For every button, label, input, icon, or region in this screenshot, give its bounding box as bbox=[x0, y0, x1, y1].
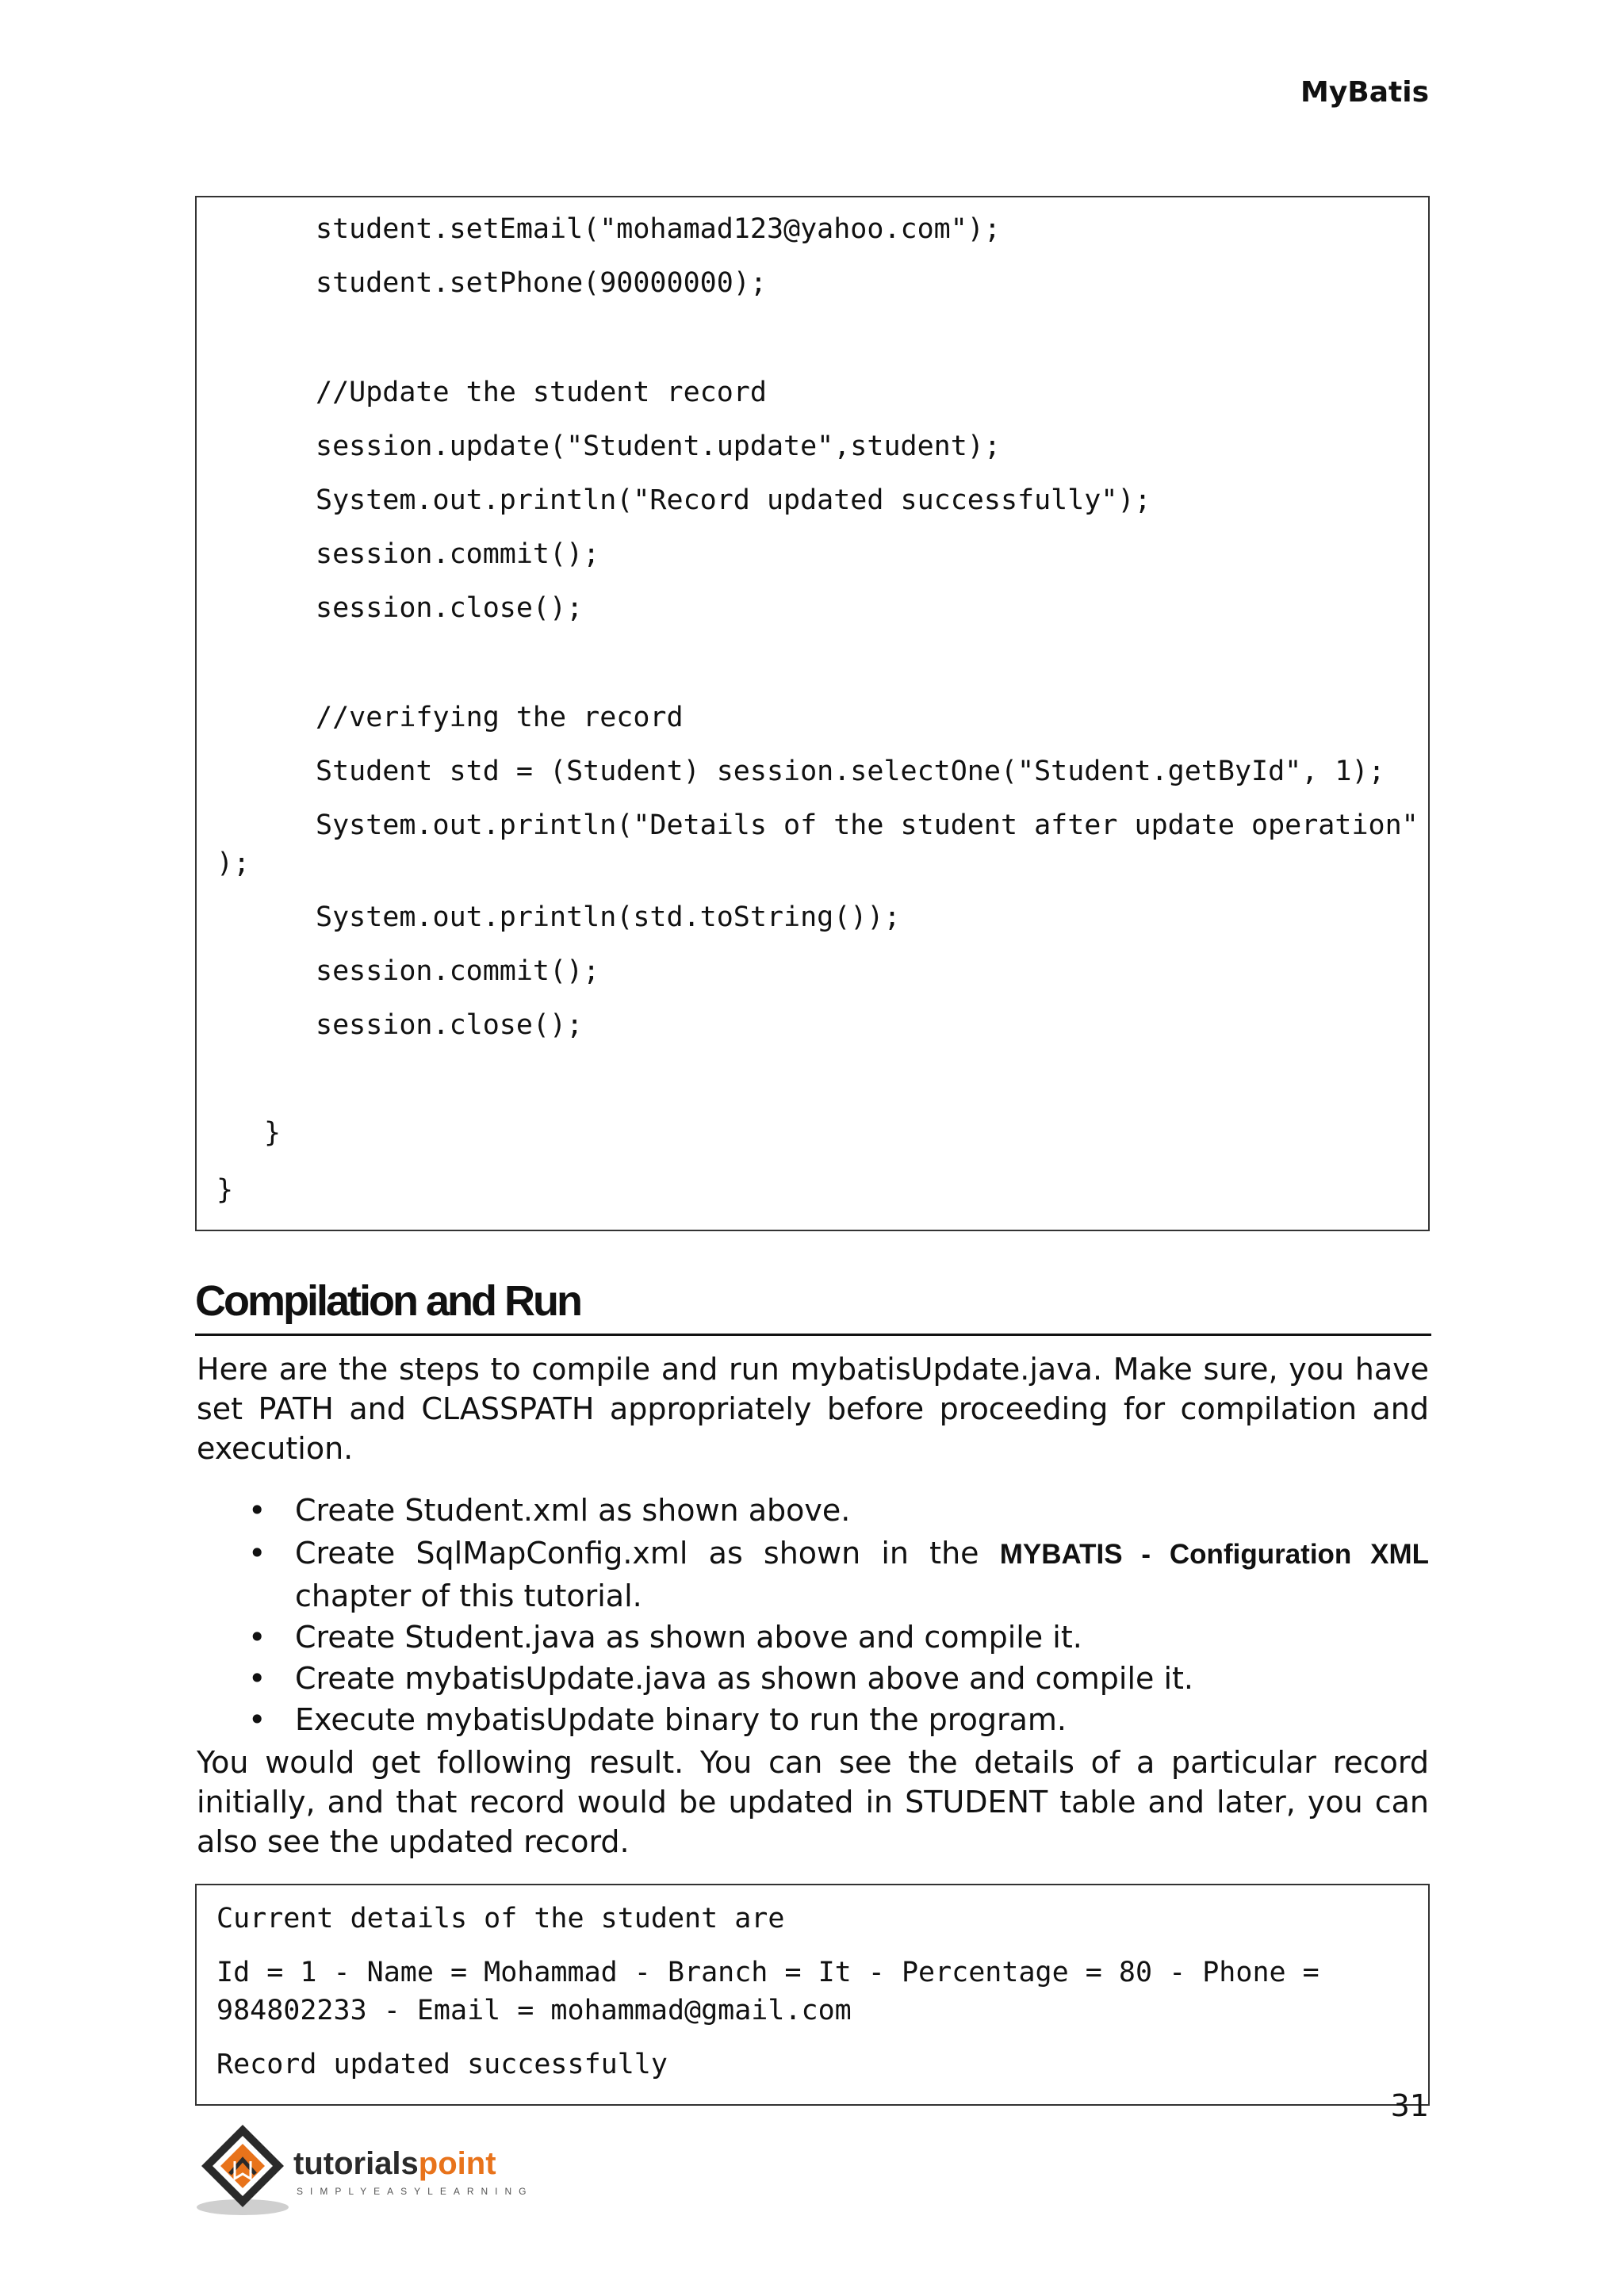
chapter-reference: MYBATIS - Configuration XML bbox=[999, 1539, 1429, 1570]
code-line: student.setEmail("mohamad123@yahoo.com"); bbox=[316, 213, 1001, 245]
tutorialspoint-logo bbox=[195, 2118, 544, 2221]
code-closing-brace: } bbox=[216, 1174, 234, 1206]
list-item: Create mybatisUpdate.java as shown above and compile it. bbox=[295, 1661, 1194, 1696]
list-item: Create Student.java as shown above and compile it. bbox=[295, 1620, 1082, 1655]
code-comment: //Update the student record bbox=[316, 377, 767, 408]
result-paragraph: You would get following result. You can see the details of a particular record initially, and that record would be updated in STUDENT table and later, you can also see the updated record. bbox=[197, 1745, 1429, 1859]
code-comment: //verifying the record bbox=[316, 702, 684, 733]
logo-brand-accent: point bbox=[418, 2146, 496, 2181]
code-line: session.close(); bbox=[316, 1009, 584, 1041]
code-line: Student std = (Student) session.selectOne("Student.getById", 1); bbox=[316, 756, 1385, 787]
bullet-icon: • bbox=[248, 1661, 266, 1696]
page-number: 31 bbox=[1390, 2088, 1429, 2123]
list-item: Create Student.xml as shown above. bbox=[295, 1493, 851, 1528]
code-line: session.close(); bbox=[316, 592, 584, 624]
bullet-icon: • bbox=[248, 1493, 266, 1528]
code-line: System.out.println("Record updated successfully"); bbox=[316, 484, 1151, 516]
list-item-text: Create SqlMapConfig.xml as shown in the bbox=[295, 1536, 1000, 1571]
svg-text:tutorialspoint bbox=[293, 2146, 496, 2181]
intro-paragraph: Here are the steps to compile and run mybatisUpdate.java. Make sure, you have set PATH and CLASSPATH appropriately before proceeding for compilation and execution. bbox=[197, 1352, 1429, 1466]
running-header-title: MyBatis bbox=[1300, 76, 1429, 109]
bullet-icon: • bbox=[248, 1620, 266, 1655]
list-item bbox=[295, 1533, 1429, 1617]
heading-underline bbox=[195, 1334, 1431, 1336]
code-block-update bbox=[195, 196, 1430, 1231]
code-line: session.update("Student.update",student); bbox=[316, 430, 1001, 462]
code-line: System.out.println(std.toString()); bbox=[316, 901, 901, 933]
logo-tagline: SIMPLYEASYLEARNING bbox=[297, 2186, 534, 2197]
code-closing-brace: } bbox=[264, 1117, 282, 1149]
bullet-icon: • bbox=[248, 1702, 266, 1737]
code-line: student.setPhone(90000000); bbox=[316, 267, 767, 299]
logo-brand-dark: tutorials bbox=[293, 2146, 419, 2181]
code-line: ); bbox=[216, 848, 251, 879]
list-item-text: chapter of this tutorial. bbox=[295, 1578, 642, 1613]
output-line: Current details of the student are bbox=[216, 1903, 785, 1934]
bullet-icon: • bbox=[248, 1536, 266, 1571]
output-block bbox=[195, 1884, 1430, 2106]
code-line: session.commit(); bbox=[316, 955, 600, 987]
section-heading: Compilation and Run bbox=[195, 1277, 580, 1325]
code-line: System.out.println("Details of the student after update operation" bbox=[316, 809, 1419, 841]
output-line: 984802233 - Email = mohammad@gmail.com bbox=[216, 1995, 852, 2026]
output-line: Id = 1 - Name = Mohammad - Branch = It - Percentage = 80 - Phone = bbox=[216, 1957, 1320, 1988]
code-line: session.commit(); bbox=[316, 538, 600, 570]
output-line: Record updated successfully bbox=[216, 2049, 668, 2080]
list-item: Execute mybatisUpdate binary to run the program. bbox=[295, 1702, 1067, 1737]
